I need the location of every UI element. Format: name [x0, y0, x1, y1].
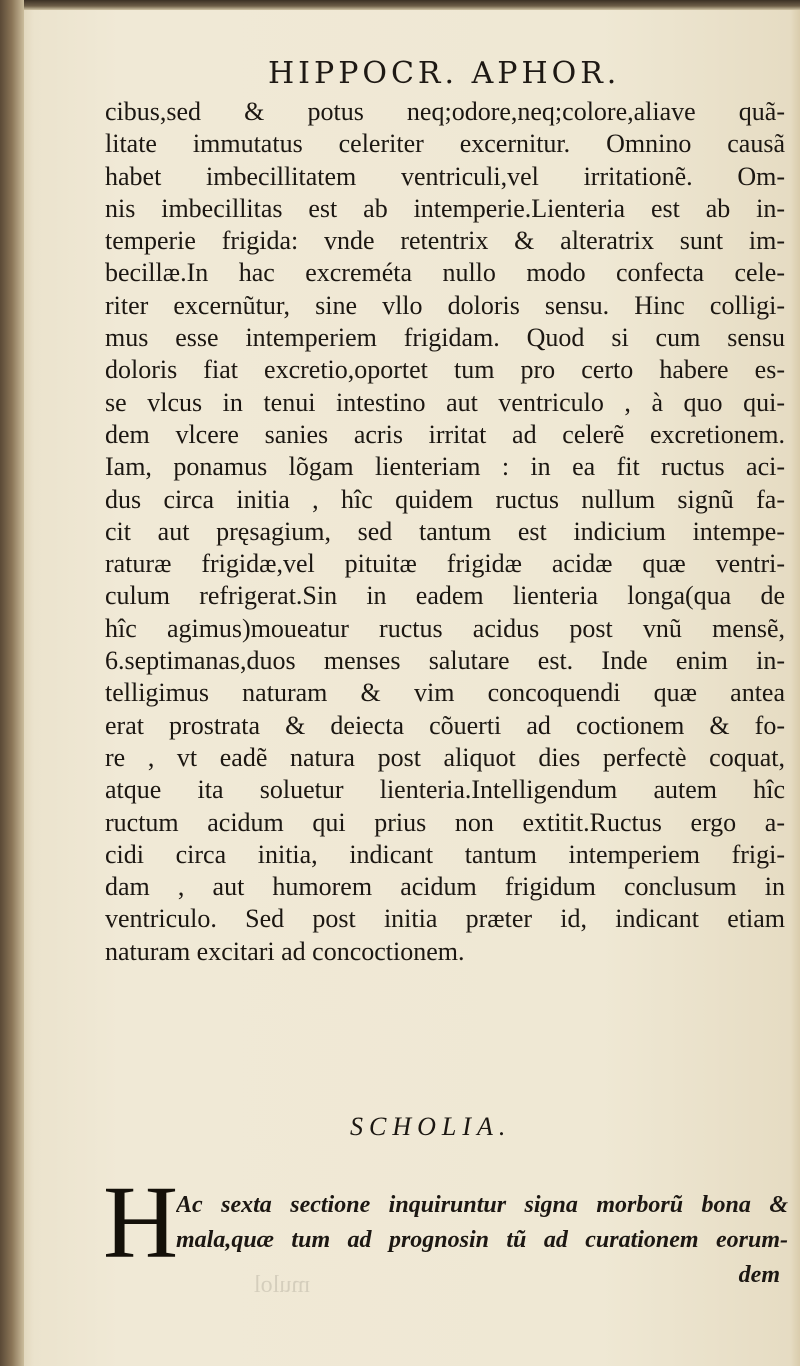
- text-line: atque ita soluetur lienteria.Intelligendum autem hîc: [105, 775, 785, 805]
- text-line: 6.septimanas,duos menses salutare est. Inde enim in-: [105, 646, 785, 676]
- aphorism-commentary-text: [105, 96, 785, 968]
- text-line: re , vt eadẽ natura post aliquot dies perfectè coquat,: [105, 742, 785, 772]
- running-head: HIPPOCR. APHOR.: [268, 56, 621, 91]
- show-through-bleed: mulol: [253, 1272, 310, 1298]
- text-line: naturam excitari ad concoctionem.: [105, 936, 465, 966]
- text-line: dem vlcere sanies acris irritat ad celerẽ excretionem.: [105, 419, 785, 449]
- text-line: habet imbecillitatem ventriculi,vel irritationẽ. Om-: [105, 161, 785, 191]
- text-line: telligimus naturam & vim concoquendi quæ antea: [105, 678, 785, 708]
- scholia-heading: SCHOLIA.: [350, 1112, 512, 1141]
- text-line: riter excernũtur, sine vllo doloris sensu. Hinc colligi-: [105, 290, 785, 320]
- text-line: becillæ.In hac excreméta nullo modo confecta cele-: [105, 258, 785, 288]
- text-line: cibus,sed & potus neq;odore,neq;colore,aliave quã-: [105, 97, 785, 126]
- text-line: dus circa initia , hîc quidem ructus nullum signũ fa-: [105, 484, 785, 514]
- text-line: doloris fiat excretio,oportet tum pro certo habere es-: [105, 355, 785, 385]
- text-line: litate immutatus celeriter excernitur. Omnino causã: [105, 129, 785, 159]
- text-line: culum refrigerat.Sin in eadem lienteria longa(qua de: [105, 581, 785, 611]
- text-line: cidi circa initia, indicant tantum intemperiem frigi-: [105, 839, 785, 869]
- text-line: se vlcus in tenui intestino aut ventriculo , à quo qui-: [105, 387, 785, 417]
- text-line: dam , aut humorem acidum frigidum conclusum in: [105, 872, 785, 902]
- text-line: hîc agimus)moueatur ructus acidus post vnũ mensẽ,: [105, 613, 785, 643]
- text-line: raturæ frigidæ,vel pituitæ frigidæ acidæ quæ ventri-: [105, 549, 785, 579]
- text-line: ventriculo. Sed post initia præter id, indicant etiam: [105, 904, 785, 934]
- catchword: dem: [738, 1262, 780, 1288]
- text-line: cit aut pręsagium, sed tantum est indicium intempe-: [105, 516, 785, 546]
- page-top-edge: [0, 0, 800, 10]
- text-line: nis imbecillitas est ab intemperie.Lienteria est ab in-: [105, 193, 785, 223]
- drop-cap-initial: H: [103, 1165, 179, 1280]
- text-line: erat prostrata & deiecta cõuerti ad coctionem & fo-: [105, 710, 785, 740]
- scholia-text: [176, 1188, 788, 1258]
- scholia-line: mala,quæ tum ad prognosin tũ ad curationem eorum-: [176, 1227, 788, 1253]
- text-line: mus esse intemperiem frigidam. Quod si cum sensu: [105, 323, 785, 353]
- text-line: temperie frigida: vnde retentrix & alteratrix sunt im-: [105, 226, 785, 256]
- text-line: ructum acidum qui prius non extitit.Ructus ergo a-: [105, 807, 785, 837]
- text-line: Iam, ponamus lõgam lienteriam : in ea fit ructus aci-: [105, 452, 785, 482]
- page-binding-shadow: [0, 0, 24, 1366]
- scholia-line: Ac sexta sectione inquiruntur signa morborũ bona &: [176, 1192, 788, 1218]
